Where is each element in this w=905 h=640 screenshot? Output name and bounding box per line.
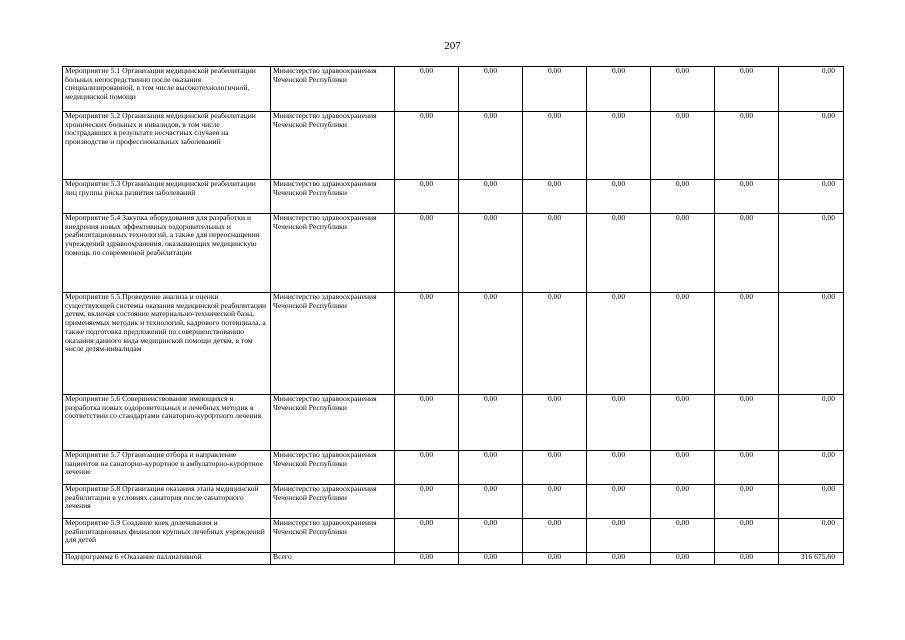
executor-cell: Министерство здравоохранения Чеченской Республики [271,180,395,214]
amount-cell: 0,00 [587,553,651,565]
table-row [63,395,844,451]
amount-cell: 0,00 [587,214,651,293]
amount-cell: 0,00 [779,180,844,214]
executor-cell: Министерство здравоохранения Чеченской Республики [271,519,395,553]
amount-cell: 0,00 [715,451,779,485]
activity-name-cell: Мероприятие 5.3 Организация медицинской реабилитации лиц группы риска развития заболеваний [63,180,271,214]
amount-cell: 0,00 [587,180,651,214]
amount-cell: 0,00 [523,395,587,451]
amount-cell: 0,00 [523,485,587,519]
amount-cell: 0,00 [715,485,779,519]
amount-cell: 0,00 [651,519,715,553]
executor-cell: Министерство здравоохранения Чеченской Республики [271,395,395,451]
amount-cell: 0,00 [523,180,587,214]
amount-cell: 0,00 [651,485,715,519]
amount-cell: 0,00 [523,67,587,112]
amount-cell: 0,00 [651,451,715,485]
amount-cell: 0,00 [779,112,844,180]
amount-cell: 0,00 [459,67,523,112]
amount-cell: 0,00 [651,67,715,112]
table-body [63,67,844,565]
amount-cell: 0,00 [395,519,459,553]
amount-cell: 0,00 [779,451,844,485]
amount-cell: 0,00 [779,485,844,519]
amount-cell: 0,00 [715,395,779,451]
amount-cell: 0,00 [651,293,715,395]
amount-cell: 0,00 [459,553,523,565]
activity-name-cell: Мероприятие 5.6 Совершенствование имеющихся и разработка новых оздоровительных и лечебных методик в соответствии со стандартами санаторно-курортного лечения [63,395,271,451]
activity-name-cell: Мероприятие 5.1 Организация медицинской реабилитации больных непосредственно после оказания специализированной, в том числе высокотехнологичной, медицинской помощи [63,67,271,112]
amount-cell: 0,00 [587,293,651,395]
amount-cell: 0,00 [523,112,587,180]
table-row [63,451,844,485]
table-row [63,180,844,214]
amount-cell: 0,00 [779,395,844,451]
amount-cell: 316 675,60 [779,553,844,565]
activity-name-cell: Мероприятие 5.9 Создание коек долечивания и реабилитационных филиалов крупных лечебных учреждений для детей [63,519,271,553]
table-row [63,293,844,395]
table-row [63,519,844,553]
amount-cell: 0,00 [587,395,651,451]
amount-cell: 0,00 [779,67,844,112]
activity-name-cell: Мероприятие 5.4 Закупка оборудования для разработки и внедрения новых эффективных оздоровительных и реабилитационных технологий, а также для переоснащения учреждений здравоохранения, оказывающих медицинскую помощь по современной реабилитации [63,214,271,293]
amount-cell: 0,00 [459,485,523,519]
executor-cell: Министерство здравоохранения Чеченской Республики [271,214,395,293]
amount-cell: 0,00 [715,67,779,112]
amount-cell: 0,00 [395,485,459,519]
amount-cell: 0,00 [715,214,779,293]
amount-cell: 0,00 [651,553,715,565]
amount-cell: 0,00 [523,553,587,565]
table-row [63,553,844,565]
amount-cell: 0,00 [715,112,779,180]
amount-cell: 0,00 [395,395,459,451]
activity-name-cell: Мероприятие 5.5 Проведение анализа и оценки существующей системы оказания медицинской реабилитации детям, включая состояние материально-технической базы, применяемых методик и технологий, кадрового потенциала, а также подготовка предложений по совершенствованию оказания данного вида медицинской помощи детям, в том числе детям-инвалидам [63,293,271,395]
amount-cell: 0,00 [395,214,459,293]
table-row [63,214,844,293]
amount-cell: 0,00 [779,214,844,293]
amount-cell: 0,00 [523,214,587,293]
amount-cell: 0,00 [459,519,523,553]
table-row [63,485,844,519]
amount-cell: 0,00 [459,112,523,180]
amount-cell: 0,00 [395,293,459,395]
amount-cell: 0,00 [395,451,459,485]
amount-cell: 0,00 [459,293,523,395]
activity-name-cell: Мероприятие 5.2 Организация медицинской реабилитации хронических больных и инвалидов, в том числе пострадавших в результате несчастных случаев на производстве и профессиональных заболеваний [63,112,271,180]
amount-cell: 0,00 [651,395,715,451]
amount-cell: 0,00 [587,67,651,112]
amount-cell: 0,00 [779,519,844,553]
executor-cell: Министерство здравоохранения Чеченской Республики [271,112,395,180]
amount-cell: 0,00 [587,485,651,519]
table-row [63,112,844,180]
amount-cell: 0,00 [459,395,523,451]
executor-cell: Министерство здравоохранения Чеченской Республики [271,451,395,485]
executor-cell: Министерство здравоохранения Чеченской Республики [271,485,395,519]
activity-name-cell: Подпрограмма 6 «Оказание паллиативной [63,553,271,565]
amount-cell: 0,00 [587,451,651,485]
amount-cell: 0,00 [715,553,779,565]
table-row [63,67,844,112]
amount-cell: 0,00 [395,67,459,112]
amount-cell: 0,00 [395,553,459,565]
amount-cell: 0,00 [523,451,587,485]
budget-table [62,66,844,565]
amount-cell: 0,00 [715,180,779,214]
amount-cell: 0,00 [587,112,651,180]
page-number: 207 [444,40,461,52]
amount-cell: 0,00 [651,112,715,180]
amount-cell: 0,00 [523,293,587,395]
amount-cell: 0,00 [715,519,779,553]
amount-cell: 0,00 [395,180,459,214]
amount-cell: 0,00 [523,519,587,553]
amount-cell: 0,00 [651,214,715,293]
executor-cell: Министерство здравоохранения Чеченской Республики [271,293,395,395]
executor-cell: Всего [271,553,395,565]
activity-name-cell: Мероприятие 5.8 Организация оказания этапа медицинской реабилитации в условиях санатория после санаторного лечения [63,485,271,519]
amount-cell: 0,00 [587,519,651,553]
amount-cell: 0,00 [395,112,459,180]
amount-cell: 0,00 [779,293,844,395]
amount-cell: 0,00 [459,180,523,214]
amount-cell: 0,00 [459,214,523,293]
executor-cell: Министерство здравоохранения Чеченской Республики [271,67,395,112]
amount-cell: 0,00 [651,180,715,214]
activity-name-cell: Мероприятие 5.7 Организация отбора и направление пациентов на санаторно-курортное и амбулаторно-курортное лечение [63,451,271,485]
amount-cell: 0,00 [459,451,523,485]
amount-cell: 0,00 [715,293,779,395]
